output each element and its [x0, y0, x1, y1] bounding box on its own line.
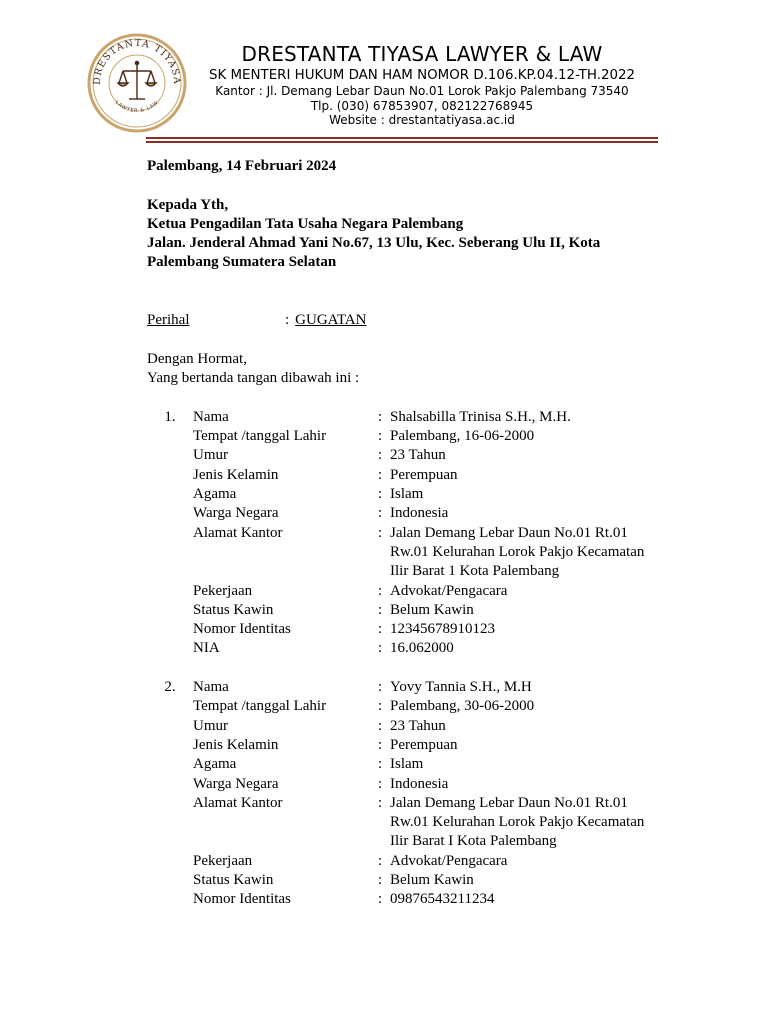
field-label: Tempat /tanggal Lahir	[193, 698, 327, 715]
intro-text: Yang bertanda tangan dibawah ini :	[147, 370, 360, 387]
field-colon: :	[378, 679, 383, 696]
field-value: 16.062000	[390, 640, 454, 657]
field-colon: :	[378, 466, 383, 483]
person-entry	[147, 678, 667, 910]
field-label: Umur	[193, 717, 228, 734]
field-value: Jalan Demang Lebar Daun No.01 Rt.01 Rw.01 Kelurahan Lorok Pakjo Kecamatan Ilir Barat I Kota Palembang	[390, 794, 645, 850]
field-value: Palembang, 30-06-2000	[390, 698, 535, 715]
letterhead-divider-bottom	[146, 141, 658, 143]
field-row	[193, 697, 667, 716]
field-label: Jenis Kelamin	[193, 736, 279, 753]
letterhead-divider-top	[146, 137, 658, 139]
letterhead	[196, 40, 648, 128]
field-row	[193, 852, 667, 871]
field-colon: :	[378, 736, 383, 753]
letter-body	[147, 157, 667, 910]
field-colon: :	[378, 447, 383, 464]
field-row	[193, 601, 667, 620]
field-row	[193, 466, 667, 485]
field-colon: :	[378, 601, 383, 618]
field-row	[193, 717, 667, 736]
firm-name: DRESTANTA TIYASA LAWYER & LAW	[241, 42, 603, 66]
subject-value: GUGATAN	[295, 312, 367, 329]
field-label: Nomor Identitas	[193, 621, 291, 638]
field-row	[193, 736, 667, 755]
field-value: Advokat/Pengacara	[390, 582, 508, 599]
field-colon: :	[378, 621, 383, 638]
field-colon: :	[378, 408, 383, 425]
recipient-label: Kepada Yth,	[147, 196, 229, 213]
field-colon: :	[378, 852, 383, 869]
field-row	[193, 408, 667, 427]
field-value: Palembang, 16-06-2000	[390, 428, 535, 445]
field-row	[193, 504, 667, 523]
field-colon: :	[378, 756, 383, 773]
field-value: 12345678910123	[390, 621, 495, 638]
field-value: Shalsabilla Trinisa S.H., M.H.	[390, 408, 571, 425]
person-number: 2.	[164, 679, 176, 696]
field-value: Perempuan	[390, 466, 458, 483]
field-row	[193, 582, 667, 601]
field-row	[193, 427, 667, 446]
field-row	[193, 620, 667, 639]
field-label: Jenis Kelamin	[193, 466, 279, 483]
field-row	[193, 524, 667, 582]
field-label: Tempat /tanggal Lahir	[193, 428, 327, 445]
field-label: Alamat Kantor	[193, 524, 283, 541]
field-value: Islam	[390, 756, 424, 773]
field-row	[193, 446, 667, 465]
logo-text-top: DRESTANTA TIYASA	[91, 37, 183, 86]
field-label: Status Kawin	[193, 871, 274, 888]
field-value: Advokat/Pengacara	[390, 852, 508, 869]
firm-phone: Tlp. (030) 67853907, 082122768945	[310, 98, 534, 113]
subject-colon: :	[285, 312, 290, 329]
field-label: Pekerjaan	[193, 582, 253, 599]
field-row	[193, 794, 667, 852]
field-colon: :	[378, 871, 383, 888]
field-label: Status Kawin	[193, 601, 274, 618]
firm-website: Website : drestantatiyasa.ac.id	[329, 113, 515, 127]
field-label: NIA	[193, 640, 220, 657]
field-value: Jalan Demang Lebar Daun No.01 Rt.01 Rw.01 Kelurahan Lorok Pakjo Kecamatan Ilir Barat 1 Kota Palembang	[390, 524, 645, 580]
field-row	[193, 678, 667, 697]
field-value: Belum Kawin	[390, 871, 474, 888]
field-label: Nama	[193, 679, 229, 696]
field-value: Islam	[390, 486, 424, 503]
person-entry	[147, 408, 667, 659]
field-row	[193, 775, 667, 794]
subject-line	[147, 311, 667, 330]
field-label: Pekerjaan	[193, 852, 253, 869]
field-colon: :	[378, 524, 383, 541]
field-value: 23 Tahun	[390, 717, 446, 734]
field-colon: :	[378, 486, 383, 503]
field-row	[193, 639, 667, 658]
field-label: Warga Negara	[193, 775, 279, 792]
field-colon: :	[378, 775, 383, 792]
logo-text-bottom: LAWYER & LAW	[113, 99, 161, 114]
field-value: Indonesia	[390, 775, 449, 792]
field-label: Nama	[193, 408, 229, 425]
field-colon: :	[378, 582, 383, 599]
letter-date: Palembang, 14 Februari 2024	[147, 158, 337, 174]
field-colon: :	[378, 794, 383, 811]
recipient-line-2: Jalan. Jenderal Ahmad Yani No.67, 13 Ulu, Kec. Seberang Ulu II, Kota	[147, 235, 601, 252]
field-value: 23 Tahun	[390, 447, 446, 464]
field-row	[193, 485, 667, 504]
person-number: 1.	[164, 408, 176, 425]
field-label: Agama	[193, 756, 237, 773]
field-value: Perempuan	[390, 736, 458, 753]
field-colon: :	[378, 428, 383, 445]
recipient-line-3: Palembang Sumatera Selatan	[147, 254, 337, 271]
firm-address: Kantor : Jl. Demang Lebar Daun No.01 Lorok Pakjo Palembang 73540	[215, 84, 629, 98]
field-label: Umur	[193, 447, 228, 464]
field-colon: :	[378, 891, 383, 908]
field-value: 09876543211234	[390, 891, 495, 908]
field-label: Nomor Identitas	[193, 891, 291, 908]
firm-license: SK MENTERI HUKUM DAN HAM NOMOR D.106.KP.04.12-TH.2022	[208, 68, 636, 83]
field-colon: :	[378, 505, 383, 522]
field-value: Indonesia	[390, 505, 449, 522]
recipient-line-1: Ketua Pengadilan Tata Usaha Negara Palembang	[147, 215, 464, 232]
field-colon: :	[378, 698, 383, 715]
field-colon: :	[378, 717, 383, 734]
greeting: Dengan Hormat,	[147, 350, 247, 367]
field-colon: :	[378, 640, 383, 657]
field-row	[193, 871, 667, 890]
field-label: Warga Negara	[193, 505, 279, 522]
field-row	[193, 755, 667, 774]
field-row	[193, 890, 667, 909]
subject-label: Perihal	[147, 312, 190, 329]
field-value: Belum Kawin	[390, 601, 474, 618]
field-label: Agama	[193, 486, 237, 503]
persons-list	[147, 408, 667, 910]
field-label: Alamat Kantor	[193, 794, 283, 811]
firm-logo-seal	[80, 33, 194, 133]
field-value: Yovy Tannia S.H., M.H	[390, 679, 532, 696]
